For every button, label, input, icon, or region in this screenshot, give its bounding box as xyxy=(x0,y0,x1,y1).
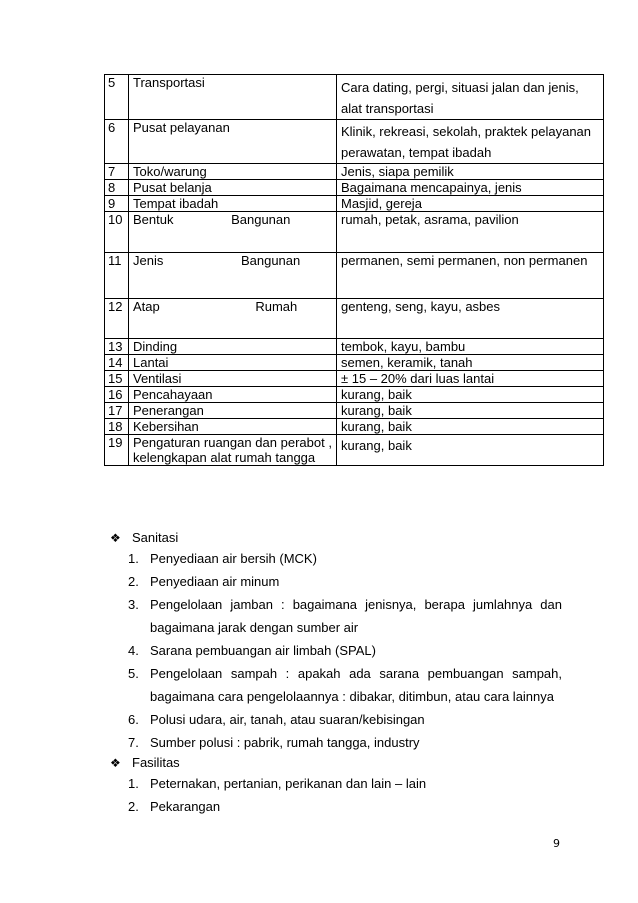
table-row xyxy=(105,299,604,339)
row-number: 16 xyxy=(105,387,129,403)
table-row xyxy=(105,339,604,355)
row-number: 6 xyxy=(105,120,129,164)
sanitasi-heading xyxy=(110,530,178,545)
list-item-text: Pekarangan xyxy=(150,799,221,814)
table-row xyxy=(105,435,604,466)
row-number: 14 xyxy=(105,355,129,371)
list-item: 1. Peternakan, pertanian, perikanan dan lain – lain xyxy=(128,772,562,795)
table-row xyxy=(105,355,604,371)
row-description: kurang, baik xyxy=(337,387,604,403)
row-aspect: Pusat belanja xyxy=(129,180,337,196)
table-row xyxy=(105,164,604,180)
sanitasi-list xyxy=(128,547,562,754)
row-aspect: Pencahayaan xyxy=(129,387,337,403)
list-item-text: Sumber polusi : pabrik, rumah tangga, industry xyxy=(150,735,420,750)
row-number: 19 xyxy=(105,435,129,466)
table-row xyxy=(105,212,604,253)
row-description: kurang, baik xyxy=(337,403,604,419)
row-description: Klinik, rekreasi, sekolah, praktek pelayanan perawatan, tempat ibadah xyxy=(337,120,604,164)
fasilitas-heading xyxy=(110,755,180,770)
row-description: genteng, seng, kayu, asbes xyxy=(337,299,604,339)
row-aspect: Bentuk Bangunan xyxy=(129,212,337,253)
list-item: 2. Penyediaan air minum xyxy=(128,570,562,593)
diamond-bullet-icon: ❖ xyxy=(110,530,121,545)
row-description: semen, keramik, tanah xyxy=(337,355,604,371)
list-item: 3. Pengelolaan jamban : bagaimana jenisnya, berapa jumlahnya dan bagaimana jarak dengan sumber air xyxy=(128,593,562,639)
list-item: 6. Polusi udara, air, tanah, atau suaran/kebisingan xyxy=(128,708,562,731)
fasilitas-list xyxy=(128,772,562,818)
row-aspect: Toko/warung xyxy=(129,164,337,180)
row-description: permanen, semi permanen, non permanen xyxy=(337,253,604,299)
row-number: 7 xyxy=(105,164,129,180)
row-description: Masjid, gereja xyxy=(337,196,604,212)
row-description: kurang, baik xyxy=(337,435,604,466)
row-aspect: Dinding xyxy=(129,339,337,355)
table-row xyxy=(105,75,604,120)
row-aspect: Atap Rumah xyxy=(129,299,337,339)
row-aspect: Tempat ibadah xyxy=(129,196,337,212)
row-description: Jenis, siapa pemilik xyxy=(337,164,604,180)
list-item: 1. Penyediaan air bersih (MCK) xyxy=(128,547,562,570)
table-row xyxy=(105,371,604,387)
table-row xyxy=(105,387,604,403)
row-number: 15 xyxy=(105,371,129,387)
row-description: rumah, petak, asrama, pavilion xyxy=(337,212,604,253)
row-number: 18 xyxy=(105,419,129,435)
row-aspect: Pusat pelayanan xyxy=(129,120,337,164)
row-number: 12 xyxy=(105,299,129,339)
table-row xyxy=(105,180,604,196)
table-row xyxy=(105,196,604,212)
row-aspect: Ventilasi xyxy=(129,371,337,387)
assessment-table xyxy=(104,74,604,466)
row-description: kurang, baik xyxy=(337,419,604,435)
row-number: 11 xyxy=(105,253,129,299)
list-item: 4. Sarana pembuangan air limbah (SPAL) xyxy=(128,639,562,662)
row-description: tembok, kayu, bambu xyxy=(337,339,604,355)
row-number: 8 xyxy=(105,180,129,196)
list-item: 5. Pengelolaan sampah : apakah ada sarana pembuangan sampah, bagaimana cara pengelolaannya : dibakar, ditimbun, atau cara lainnya xyxy=(128,662,562,708)
section-title: Fasilitas xyxy=(132,755,180,770)
list-item-text: Sarana pembuangan air limbah (SPAL) xyxy=(150,643,376,658)
list-item-text: Penyediaan air minum xyxy=(150,574,280,589)
list-item-text: Penyediaan air bersih (MCK) xyxy=(150,551,317,566)
list-item-text: Polusi udara, air, tanah, atau suaran/kebisingan xyxy=(150,712,425,727)
row-aspect: Penerangan xyxy=(129,403,337,419)
list-item: 7. Sumber polusi : pabrik, rumah tangga, industry xyxy=(128,731,562,754)
row-description: Bagaimana mencapainya, jenis xyxy=(337,180,604,196)
row-number: 17 xyxy=(105,403,129,419)
row-aspect: Lantai xyxy=(129,355,337,371)
table-row xyxy=(105,253,604,299)
table-row xyxy=(105,120,604,164)
row-number: 5 xyxy=(105,75,129,120)
row-description: ± 15 – 20% dari luas lantai xyxy=(337,371,604,387)
row-number: 10 xyxy=(105,212,129,253)
row-number: 9 xyxy=(105,196,129,212)
row-number: 13 xyxy=(105,339,129,355)
diamond-bullet-icon: ❖ xyxy=(110,755,121,770)
table-row xyxy=(105,403,604,419)
row-aspect: Pengaturan ruangan dan perabot , kelengkapan alat rumah tangga xyxy=(129,435,337,466)
section-title: Sanitasi xyxy=(132,530,179,545)
page-number: 9 xyxy=(553,837,560,850)
table-row xyxy=(105,419,604,435)
list-item-text: Peternakan, pertanian, perikanan dan lain – lain xyxy=(150,776,427,791)
list-item-text: Pengelolaan jamban : bagaimana jenisnya, berapa jumlahnya dan bagaimana jarak dengan sumber air xyxy=(150,597,562,635)
list-item-text: Pengelolaan sampah : apakah ada sarana pembuangan sampah, bagaimana cara pengelolaannya : dibakar, ditimbun, atau cara lainnya xyxy=(150,666,562,704)
list-item: 2. Pekarangan xyxy=(128,795,562,818)
row-aspect: Kebersihan xyxy=(129,419,337,435)
row-aspect: Jenis Bangunan xyxy=(129,253,337,299)
row-description: Cara dating, pergi, situasi jalan dan jenis, alat transportasi xyxy=(337,75,604,120)
row-aspect: Transportasi xyxy=(129,75,337,120)
